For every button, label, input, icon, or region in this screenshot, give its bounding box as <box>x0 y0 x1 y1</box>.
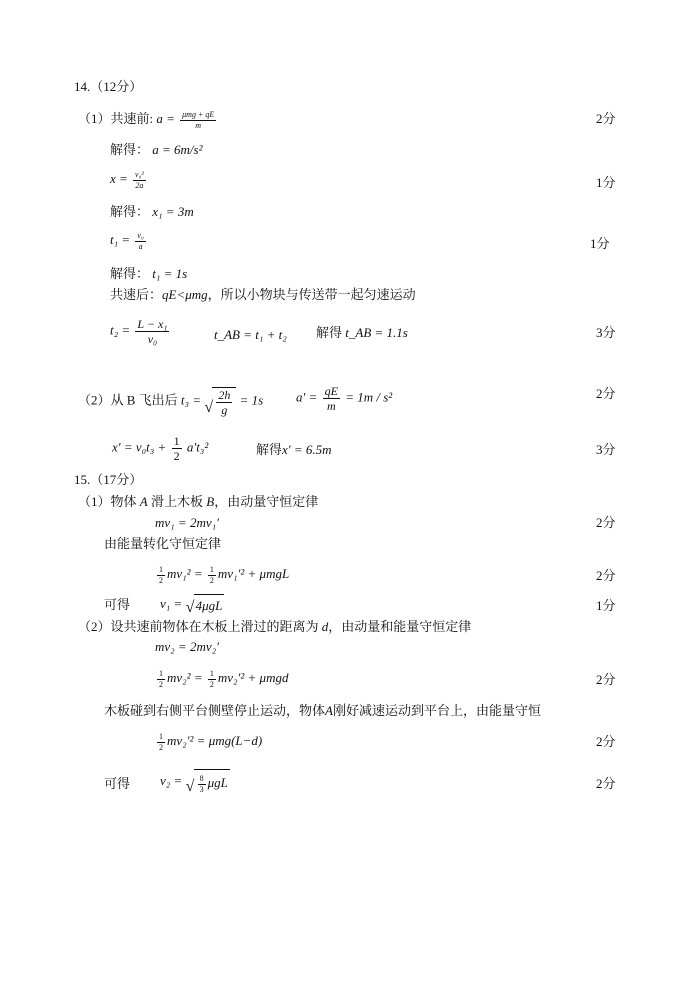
q15-header: 15.（17分） <box>74 472 143 487</box>
q15-part2-label: （2）设共速前物体在木板上滑过的距离为 <box>78 619 319 634</box>
q14-solve-tab <box>316 324 408 342</box>
q15-eq4-half-2-numerator: 1 <box>209 668 214 678</box>
q15-score-5: 2分 <box>596 734 616 749</box>
q14-eq-t2-line <box>110 318 171 345</box>
q15-var-a-2: A <box>325 703 333 718</box>
q15-eq-momentum-1: mv₁ = 2mv₁′ <box>155 515 219 530</box>
q15-result-2-denominator: 3 <box>199 784 204 794</box>
q15-eq5-end: mv₂′² = μmg(L−d) <box>167 733 263 748</box>
q14-eq-a-denominator: m <box>195 120 202 130</box>
q14-eq-ap-lhs: a′ = <box>296 389 318 405</box>
q14-part1-label: （1）共速前: <box>78 111 154 126</box>
q15-result-2-fraction <box>198 775 206 794</box>
q15-eq-momentum-2: mv₂ = 2mv₂′ <box>155 639 219 654</box>
q15-score-6: 2分 <box>596 776 616 791</box>
q14-score-5: 2分 <box>596 386 616 401</box>
q14-eq-ap-value: = 1m / s² <box>345 389 393 405</box>
q15-part2-line <box>78 618 471 636</box>
q14-part2-label: （2）从 B 飞出后 <box>78 392 178 408</box>
q15-eq4-half-1 <box>157 670 165 689</box>
q14-header: 14.（12分） <box>74 79 143 94</box>
q15-eq-energy-3 <box>155 730 262 752</box>
q15-eq5-half-denominator: 2 <box>159 742 163 752</box>
q14-eq-ap-line <box>296 385 392 412</box>
q14-eq-xp-half-denominator: 2 <box>173 449 180 463</box>
q14-eq-t3-lhs: t₃ = <box>180 392 202 408</box>
q15-result-2-label: 可得 <box>104 776 131 791</box>
q14-eq-t3-numerator: 2h <box>218 388 231 402</box>
q14-score-6: 3分 <box>596 442 616 457</box>
q15-eq4-half-2 <box>208 670 216 689</box>
q14-eq-x <box>110 170 148 190</box>
q14-solve-a-label: 解得： <box>110 142 150 157</box>
q15-score-4: 2分 <box>596 672 616 687</box>
q15-eq2-half-2-numerator: 1 <box>209 564 214 574</box>
q15-part1-text: 滑上木板 <box>150 494 203 509</box>
q14-eq-t2-denominator: v₀ <box>147 332 158 346</box>
q14-after-rest: ，所以小物块与传送带一起匀速运动 <box>207 287 416 302</box>
q15-score-3: 1分 <box>596 598 616 613</box>
q15-result-1-radicand: 4μgL <box>194 594 225 616</box>
q14-eq-a-numerator: μmg + qE <box>182 109 215 119</box>
q14-eq-t2-numerator: L − x₁ <box>137 317 168 331</box>
q15-result-1-sqrt <box>186 594 225 616</box>
q14-eq-a-lhs: a = <box>156 111 175 126</box>
q15-eq4-mid: mv₂² = <box>167 670 203 685</box>
q15-score-1: 2分 <box>596 515 616 530</box>
q14-eq-xp-half-numerator: 1 <box>173 434 180 448</box>
q15-eq2-half-2-denominator: 2 <box>209 575 214 585</box>
q14-solve-tab-value: t_AB = 1.1s <box>345 325 408 340</box>
q15-part1-label: （1）物体 <box>78 494 137 509</box>
q14-eq-ap-denominator: m <box>326 399 336 413</box>
q15-result-1-lhs: v₁ = <box>160 596 183 611</box>
q14-eq-t1-fraction <box>135 232 145 251</box>
q15-eq-energy-1 <box>155 563 289 585</box>
q14-solve-t1-value: t₁ = 1s <box>152 266 188 281</box>
q14-part2-line <box>78 387 263 416</box>
q14-solve-xp <box>256 441 332 459</box>
q14-eq-ap-fraction <box>323 385 340 412</box>
q14-after-label: 共速后： <box>110 287 163 302</box>
q14-score-2: 1分 <box>596 175 616 190</box>
q15-eq-energy-2 <box>155 667 288 689</box>
q14-solve-x-label: 解得： <box>110 204 150 219</box>
q15-part1-text2: ，由动量守恒定律 <box>214 494 319 509</box>
q14-eq-t1-denominator: a <box>138 241 143 251</box>
q15-eq5-half-numerator: 1 <box>159 731 163 741</box>
q14-eq-ap-numerator: qE <box>324 384 338 398</box>
q14-eq-x-fraction <box>133 171 146 190</box>
q14-eq-a-fraction <box>180 111 216 130</box>
q14-solve-x <box>110 203 194 221</box>
q14-solve-xp-label: 解得 <box>256 442 283 457</box>
q14-solve-a-value: a = 6m/s² <box>152 142 203 157</box>
q14-eq-t1 <box>110 231 148 251</box>
q14-eq-t3-value: = 1s <box>239 392 264 408</box>
q15-result-2 <box>160 769 230 795</box>
q14-eq-xp-line <box>112 435 208 462</box>
sqrt-icon: √ <box>204 399 214 416</box>
q14-after-math: qE<μmg <box>162 287 208 302</box>
q15-var-d: d <box>321 619 329 634</box>
q15-var-b: B <box>206 494 215 509</box>
q15-eq4-end: mv₂′² + μmgd <box>217 670 289 685</box>
q15-eq2-end: mv₁′² + μmgL <box>217 566 290 581</box>
q14-eq-t1-lhs: t₁ = <box>110 232 131 247</box>
q14-eq-t3-denominator: g <box>221 403 228 417</box>
q15-eq2-half-1-denominator: 2 <box>159 575 163 585</box>
q14-eq-t3-fraction <box>216 389 232 416</box>
q14-solve-tab-label: 解得 <box>316 325 343 340</box>
q15-eq5-half <box>157 733 165 752</box>
q14-score-4: 3分 <box>596 325 616 340</box>
q15-eq4-half-2-denominator: 2 <box>209 679 214 689</box>
q15-eq4-half-1-numerator: 1 <box>159 668 163 678</box>
q14-after-line <box>110 286 416 304</box>
q14-solve-xp-value: x′ = 6.5m <box>282 442 332 457</box>
q14-eq-xp-left: x′ = v₀t₃ + <box>112 439 167 455</box>
q14-score-1: 2分 <box>596 111 616 126</box>
q15-score-2: 2分 <box>596 568 616 583</box>
q15-result-1 <box>160 594 224 616</box>
sqrt-icon: √ <box>185 599 195 617</box>
q15-result-2-lhs: v₂ = <box>160 773 183 788</box>
q15-eq2-half-1 <box>157 566 165 585</box>
q14-eq-t1-numerator: v₀ <box>137 230 144 240</box>
q14-score-3: 1分 <box>590 236 610 251</box>
sqrt-icon: √ <box>185 778 195 796</box>
q14-eq-tab: t_AB = t₁ + t₂ <box>214 327 287 342</box>
q15-eq2-mid: mv₁² = <box>167 566 203 581</box>
q14-eq-xp-half <box>172 435 182 462</box>
q14-eq-x-denominator: 2a <box>135 180 144 190</box>
q15-part2-text2: ，由动量和能量守恒定律 <box>328 619 472 634</box>
q14-part1-line <box>78 110 218 130</box>
q14-solve-t1 <box>110 265 187 283</box>
q14-eq-x-lhs: x = <box>110 171 128 186</box>
q15-var-a: A <box>139 494 148 509</box>
q15-eq2-half-2 <box>208 566 216 585</box>
q14-solve-x-value: x₁ = 3m <box>152 204 194 219</box>
q15-result-1-label: 可得 <box>104 597 131 612</box>
q14-eq-t3-sqrt <box>204 387 236 416</box>
q14-eq-xp-right: a′t₃² <box>186 439 209 455</box>
q15-energy-text: 由能量转化守恒定律 <box>104 536 222 551</box>
q15-stop-text-1: 木板碰到右侧平台侧壁停止运动，物体 <box>104 703 326 718</box>
q15-stop-text-2: 刚好减速运动到平台上，由能量守恒 <box>332 703 541 718</box>
q14-eq-t2-fraction <box>135 318 169 345</box>
q14-solve-t1-label: 解得： <box>110 266 150 281</box>
q15-result-2-sqrt <box>186 769 230 795</box>
q14-solve-a <box>110 141 203 159</box>
q14-eq-t2-lhs: t₂ = <box>110 322 131 338</box>
q15-eq4-half-1-denominator: 2 <box>159 679 163 689</box>
q15-result-2-numerator: 8 <box>199 773 204 783</box>
q15-part1-line <box>78 493 318 511</box>
q14-eq-x-numerator: v₀² <box>135 169 144 179</box>
q15-stop-line <box>104 702 541 720</box>
q15-eq2-half-1-numerator: 1 <box>159 564 163 574</box>
q15-result-2-rest: μgL <box>207 775 228 791</box>
